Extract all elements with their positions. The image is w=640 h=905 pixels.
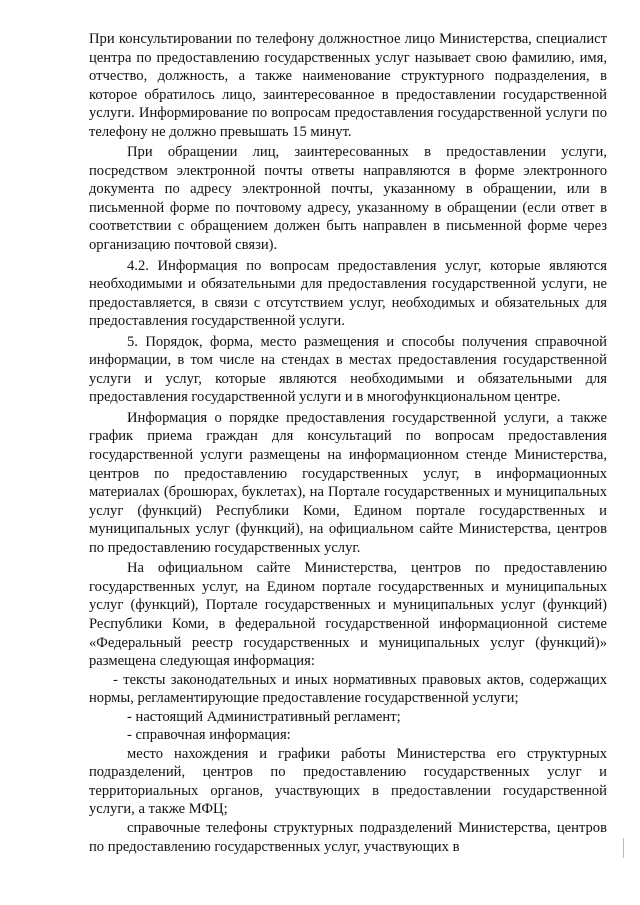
scan-edge-mark bbox=[623, 838, 624, 858]
paragraph-location-schedule: место нахождения и графики работы Министерства его структурных подразделений, центров по предоставлению государственных услуг и территориальных органов, участвующих в предоставлении государственной услуги, а также МФЦ; bbox=[89, 745, 607, 818]
paragraph-reference-phones: справочные телефоны структурных подразделений Министерства, центров по предоставлению государственных услуг, участвующих в bbox=[89, 819, 607, 855]
paragraph-4-2: 4.2. Информация по вопросам предоставления услуг, которые являются необходимыми и обязательными для предоставления государственной услуги, не предоставляется, в связи с отсутствием услуг, необходимых и обязательных для предоставления государственной услуги. bbox=[89, 257, 607, 330]
document-page bbox=[89, 30, 607, 856]
paragraph-phone-consultation: При консультировании по телефону должностное лицо Министерства, специалист центра по предоставлению государственных услуг называет свою фамилию, имя, отчество, должность, а также наименование структурного подразделения, в которое обратилось лицо, заинтересованное в предоставлении государственной услуги. Информирование по вопросам предоставления государственной услуги по телефону не должно превышать 15 минут. bbox=[89, 31, 607, 140]
list-item-regulation: - настоящий Административный регламент; bbox=[127, 708, 401, 725]
paragraph-official-site: На официальном сайте Министерства, центров по предоставлению государственных услуг, на Едином портале государственных и муниципальных услуг (функций), Портале государственных и муниципальных услуг (функций) Республики Коми, в федеральной государственной информационной системе «Федеральный реестр государственных и муниципальных услуг (функций)» размещена следующая информация: bbox=[89, 560, 607, 670]
paragraph-schedule-info: Информация о порядке предоставления государственной услуги, а также график приема граждан для консультаций по вопросам предоставления государственной услуги размещены на информационном стенде Министерства, центров по предоставлению государственных услуг, в информационных материалах (брошюрах, буклетах), на Портале государственных и муниципальных услуг (функций) Республики Коми, Едином портале государственных и муниципальных услуг (функций), на официальном сайте Министерства, центров по предоставлению государственных услуг. bbox=[89, 409, 607, 556]
list-item-reference-info: - справочная информация: bbox=[127, 727, 291, 744]
list-item-legal-acts: - тексты законодательных и иных нормативных правовых актов, содержащих нормы, регламентирующие предоставление государственной услуги; bbox=[89, 671, 607, 707]
paragraph-email-requests: При обращении лиц, заинтересованных в предоставлении услуги, посредством электронной почты ответы направляются в форме электронного документа по адресу электронной почты, указанному в обращении, или в письменной форме по почтовому адресу, указанному в обращении (если ответ в соответствии с обращением должен быть направлен в письменной форме через организацию почтовой связи). bbox=[89, 144, 607, 254]
paragraph-5-heading: 5. Порядок, форма, место размещения и способы получения справочной информации, в том числе на стендах в местах предоставления государственной услуги и услуг, которые являются необходимыми и обязательными для предоставления государственной услуги и в многофункциональном центре. bbox=[89, 333, 607, 406]
